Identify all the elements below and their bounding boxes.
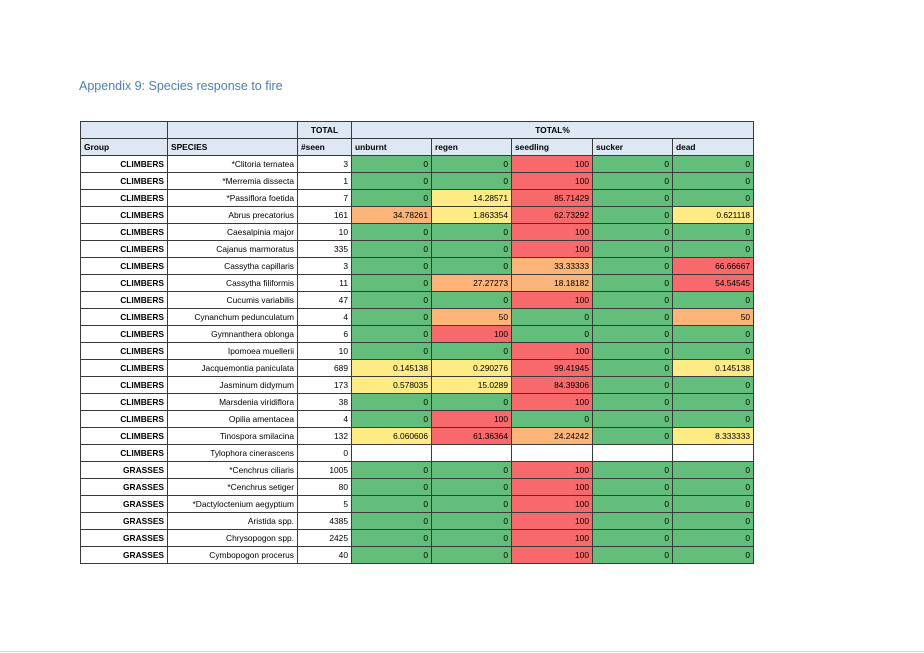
sucker-percent-cell: 0 <box>593 258 673 275</box>
seedling-percent-cell: 33.33333 <box>512 258 593 275</box>
dead-percent-cell: 0 <box>673 547 754 564</box>
group-cell: CLIMBERS <box>81 275 168 292</box>
table-row <box>81 156 754 173</box>
species-cell: Cassytha capillaris <box>168 258 298 275</box>
group-cell: CLIMBERS <box>81 156 168 173</box>
species-fire-table <box>80 121 754 564</box>
unburnt-percent-cell: 0 <box>352 258 432 275</box>
species-cell: Opilia amentacea <box>168 411 298 428</box>
dead-percent-cell: 0 <box>673 530 754 547</box>
seedling-percent-cell: 62.73292 <box>512 207 593 224</box>
seedling-percent-cell: 100 <box>512 156 593 173</box>
dead-percent-cell: 0 <box>673 326 754 343</box>
regen-percent-cell: 0 <box>432 292 512 309</box>
dead-percent-cell: 0 <box>673 411 754 428</box>
seen-count-cell: 3 <box>298 258 352 275</box>
species-cell: *Clitoria ternatea <box>168 156 298 173</box>
dead-percent-cell: 50 <box>673 309 754 326</box>
seen-count-cell: 10 <box>298 343 352 360</box>
seedling-percent-cell: 100 <box>512 530 593 547</box>
column-header-sucker: sucker <box>593 139 673 156</box>
regen-percent-cell: 0 <box>432 343 512 360</box>
column-header-seedling: seedling <box>512 139 593 156</box>
table-body <box>81 156 754 564</box>
page-title: Appendix 9: Species response to fire <box>79 79 283 93</box>
table-row <box>81 190 754 207</box>
seedling-percent-cell: 100 <box>512 224 593 241</box>
seedling-percent-cell: 100 <box>512 173 593 190</box>
dead-percent-cell: 0.621118 <box>673 207 754 224</box>
group-cell: CLIMBERS <box>81 309 168 326</box>
regen-percent-cell: 0 <box>432 258 512 275</box>
seen-count-cell: 5 <box>298 496 352 513</box>
group-cell: GRASSES <box>81 530 168 547</box>
unburnt-percent-cell: 0 <box>352 292 432 309</box>
species-cell: Tinospora smilacina <box>168 428 298 445</box>
seedling-percent-cell: 100 <box>512 513 593 530</box>
seedling-percent-cell: 100 <box>512 547 593 564</box>
table-row <box>81 479 754 496</box>
species-cell: Jacquemontia paniculata <box>168 360 298 377</box>
seedling-percent-cell: 99.41945 <box>512 360 593 377</box>
column-header-unburnt: unburnt <box>352 139 432 156</box>
header-blank-group <box>81 122 168 139</box>
unburnt-percent-cell: 0 <box>352 394 432 411</box>
regen-percent-cell: 0 <box>432 530 512 547</box>
regen-percent-cell: 100 <box>432 411 512 428</box>
header-total-percent: TOTAL% <box>352 122 754 139</box>
table-row <box>81 377 754 394</box>
regen-percent-cell: 27.27273 <box>432 275 512 292</box>
seen-count-cell: 1005 <box>298 462 352 479</box>
dead-percent-cell <box>673 445 754 462</box>
group-cell: CLIMBERS <box>81 173 168 190</box>
seen-count-cell: 132 <box>298 428 352 445</box>
column-header-group: Group <box>81 139 168 156</box>
sucker-percent-cell: 0 <box>593 547 673 564</box>
seen-count-cell: 4 <box>298 309 352 326</box>
species-cell: *Merremia dissecta <box>168 173 298 190</box>
group-cell: CLIMBERS <box>81 207 168 224</box>
table-row <box>81 394 754 411</box>
unburnt-percent-cell: 0.145138 <box>352 360 432 377</box>
sucker-percent-cell: 0 <box>593 241 673 258</box>
table-row <box>81 207 754 224</box>
unburnt-percent-cell: 0 <box>352 411 432 428</box>
regen-percent-cell: 50 <box>432 309 512 326</box>
group-cell: CLIMBERS <box>81 445 168 462</box>
seen-count-cell: 0 <box>298 445 352 462</box>
regen-percent-cell: 0 <box>432 479 512 496</box>
group-cell: CLIMBERS <box>81 428 168 445</box>
species-cell: *Cenchrus ciliaris <box>168 462 298 479</box>
sucker-percent-cell: 0 <box>593 462 673 479</box>
table-row <box>81 258 754 275</box>
group-cell: CLIMBERS <box>81 292 168 309</box>
group-cell: GRASSES <box>81 479 168 496</box>
table-row <box>81 445 754 462</box>
sucker-percent-cell: 0 <box>593 394 673 411</box>
column-header-seen: #seen <box>298 139 352 156</box>
regen-percent-cell: 14.28571 <box>432 190 512 207</box>
table-row <box>81 513 754 530</box>
table-row <box>81 241 754 258</box>
seen-count-cell: 4385 <box>298 513 352 530</box>
regen-percent-cell: 0 <box>432 224 512 241</box>
dead-percent-cell: 0 <box>673 513 754 530</box>
sucker-percent-cell: 0 <box>593 360 673 377</box>
sucker-percent-cell: 0 <box>593 292 673 309</box>
sucker-percent-cell: 0 <box>593 411 673 428</box>
group-cell: CLIMBERS <box>81 258 168 275</box>
seedling-percent-cell: 100 <box>512 462 593 479</box>
species-cell: *Cenchrus setiger <box>168 479 298 496</box>
seen-count-cell: 38 <box>298 394 352 411</box>
group-cell: GRASSES <box>81 513 168 530</box>
unburnt-percent-cell: 0 <box>352 190 432 207</box>
sucker-percent-cell: 0 <box>593 156 673 173</box>
sucker-percent-cell: 0 <box>593 513 673 530</box>
table-row <box>81 173 754 190</box>
sucker-percent-cell: 0 <box>593 496 673 513</box>
seen-count-cell: 335 <box>298 241 352 258</box>
regen-percent-cell: 0 <box>432 513 512 530</box>
species-cell: Tylophora cinerascens <box>168 445 298 462</box>
regen-percent-cell: 0 <box>432 496 512 513</box>
dead-percent-cell: 0 <box>673 377 754 394</box>
seen-count-cell: 173 <box>298 377 352 394</box>
sucker-percent-cell: 0 <box>593 428 673 445</box>
sucker-percent-cell: 0 <box>593 309 673 326</box>
species-cell: Abrus precatorius <box>168 207 298 224</box>
species-cell: *Passiflora foetida <box>168 190 298 207</box>
dead-percent-cell: 66.66667 <box>673 258 754 275</box>
dead-percent-cell: 0 <box>673 292 754 309</box>
seedling-percent-cell: 0 <box>512 309 593 326</box>
species-cell: Cynanchum pedunculatum <box>168 309 298 326</box>
header-blank-species <box>168 122 298 139</box>
unburnt-percent-cell <box>352 445 432 462</box>
table-row <box>81 411 754 428</box>
species-cell: *Dactyloctenium aegyptium <box>168 496 298 513</box>
sucker-percent-cell: 0 <box>593 377 673 394</box>
seen-count-cell: 80 <box>298 479 352 496</box>
table-row <box>81 360 754 377</box>
table-row <box>81 462 754 479</box>
sucker-percent-cell: 0 <box>593 275 673 292</box>
dead-percent-cell: 0 <box>673 241 754 258</box>
regen-percent-cell: 0.290276 <box>432 360 512 377</box>
seen-count-cell: 6 <box>298 326 352 343</box>
dead-percent-cell: 0 <box>673 343 754 360</box>
seedling-percent-cell: 100 <box>512 343 593 360</box>
dead-percent-cell: 0 <box>673 394 754 411</box>
regen-percent-cell: 0 <box>432 156 512 173</box>
seedling-percent-cell: 100 <box>512 496 593 513</box>
unburnt-percent-cell: 0 <box>352 496 432 513</box>
unburnt-percent-cell: 0 <box>352 156 432 173</box>
sucker-percent-cell: 0 <box>593 224 673 241</box>
column-header-species: SPECIES <box>168 139 298 156</box>
group-cell: GRASSES <box>81 462 168 479</box>
species-cell: Aristida spp. <box>168 513 298 530</box>
group-cell: CLIMBERS <box>81 190 168 207</box>
seedling-percent-cell: 24.24242 <box>512 428 593 445</box>
table-row <box>81 309 754 326</box>
table-row <box>81 496 754 513</box>
table-row <box>81 547 754 564</box>
species-cell: Cucumis variabilis <box>168 292 298 309</box>
seen-count-cell: 4 <box>298 411 352 428</box>
seedling-percent-cell: 0 <box>512 411 593 428</box>
regen-percent-cell: 0 <box>432 394 512 411</box>
dead-percent-cell: 0 <box>673 190 754 207</box>
group-cell: CLIMBERS <box>81 360 168 377</box>
species-cell: Caesalpinia major <box>168 224 298 241</box>
species-cell: Cymbopogon procerus <box>168 547 298 564</box>
header-row-columns <box>81 139 754 156</box>
header-total: TOTAL <box>298 122 352 139</box>
table-row <box>81 530 754 547</box>
group-cell: CLIMBERS <box>81 241 168 258</box>
unburnt-percent-cell: 0 <box>352 530 432 547</box>
seedling-percent-cell: 100 <box>512 292 593 309</box>
group-cell: CLIMBERS <box>81 394 168 411</box>
group-cell: CLIMBERS <box>81 377 168 394</box>
regen-percent-cell: 0 <box>432 547 512 564</box>
seen-count-cell: 3 <box>298 156 352 173</box>
dead-percent-cell: 54.54545 <box>673 275 754 292</box>
seedling-percent-cell: 85.71429 <box>512 190 593 207</box>
unburnt-percent-cell: 0 <box>352 326 432 343</box>
unburnt-percent-cell: 0 <box>352 241 432 258</box>
page-bottom-divider <box>0 651 924 652</box>
seedling-percent-cell: 84.39306 <box>512 377 593 394</box>
dead-percent-cell: 0 <box>673 462 754 479</box>
seen-count-cell: 40 <box>298 547 352 564</box>
dead-percent-cell: 0 <box>673 479 754 496</box>
species-fire-table-wrapper <box>80 121 754 564</box>
seen-count-cell: 1 <box>298 173 352 190</box>
dead-percent-cell: 0.145138 <box>673 360 754 377</box>
group-cell: GRASSES <box>81 496 168 513</box>
regen-percent-cell: 15.0289 <box>432 377 512 394</box>
dead-percent-cell: 0 <box>673 173 754 190</box>
group-cell: CLIMBERS <box>81 343 168 360</box>
regen-percent-cell: 0 <box>432 462 512 479</box>
sucker-percent-cell: 0 <box>593 479 673 496</box>
table-row <box>81 343 754 360</box>
regen-percent-cell: 0 <box>432 241 512 258</box>
regen-percent-cell: 61.36364 <box>432 428 512 445</box>
seedling-percent-cell: 100 <box>512 241 593 258</box>
table-row <box>81 428 754 445</box>
species-cell: Cassytha filiformis <box>168 275 298 292</box>
species-cell: Gymnanthera oblonga <box>168 326 298 343</box>
unburnt-percent-cell: 0 <box>352 462 432 479</box>
seen-count-cell: 161 <box>298 207 352 224</box>
seen-count-cell: 7 <box>298 190 352 207</box>
group-cell: GRASSES <box>81 547 168 564</box>
seedling-percent-cell: 0 <box>512 326 593 343</box>
regen-percent-cell <box>432 445 512 462</box>
seen-count-cell: 2425 <box>298 530 352 547</box>
seedling-percent-cell: 18.18182 <box>512 275 593 292</box>
unburnt-percent-cell: 0 <box>352 224 432 241</box>
group-cell: CLIMBERS <box>81 326 168 343</box>
sucker-percent-cell <box>593 445 673 462</box>
sucker-percent-cell: 0 <box>593 343 673 360</box>
unburnt-percent-cell: 0 <box>352 275 432 292</box>
unburnt-percent-cell: 0 <box>352 513 432 530</box>
seen-count-cell: 689 <box>298 360 352 377</box>
seen-count-cell: 10 <box>298 224 352 241</box>
table-row <box>81 326 754 343</box>
group-cell: CLIMBERS <box>81 224 168 241</box>
seen-count-cell: 47 <box>298 292 352 309</box>
sucker-percent-cell: 0 <box>593 207 673 224</box>
regen-percent-cell: 1.863354 <box>432 207 512 224</box>
seedling-percent-cell <box>512 445 593 462</box>
sucker-percent-cell: 0 <box>593 530 673 547</box>
dead-percent-cell: 8.333333 <box>673 428 754 445</box>
column-header-regen: regen <box>432 139 512 156</box>
species-cell: Marsdenia viridiflora <box>168 394 298 411</box>
group-cell: CLIMBERS <box>81 411 168 428</box>
table-row <box>81 275 754 292</box>
header-row-totals <box>81 122 754 139</box>
dead-percent-cell: 0 <box>673 224 754 241</box>
unburnt-percent-cell: 0.578035 <box>352 377 432 394</box>
dead-percent-cell: 0 <box>673 156 754 173</box>
seedling-percent-cell: 100 <box>512 479 593 496</box>
regen-percent-cell: 100 <box>432 326 512 343</box>
unburnt-percent-cell: 6.060606 <box>352 428 432 445</box>
column-header-dead: dead <box>673 139 754 156</box>
species-cell: Cajanus marmoratus <box>168 241 298 258</box>
sucker-percent-cell: 0 <box>593 190 673 207</box>
seen-count-cell: 11 <box>298 275 352 292</box>
dead-percent-cell: 0 <box>673 496 754 513</box>
table-row <box>81 224 754 241</box>
unburnt-percent-cell: 0 <box>352 479 432 496</box>
seedling-percent-cell: 100 <box>512 394 593 411</box>
sucker-percent-cell: 0 <box>593 326 673 343</box>
unburnt-percent-cell: 0 <box>352 173 432 190</box>
unburnt-percent-cell: 34.78261 <box>352 207 432 224</box>
unburnt-percent-cell: 0 <box>352 309 432 326</box>
unburnt-percent-cell: 0 <box>352 343 432 360</box>
unburnt-percent-cell: 0 <box>352 547 432 564</box>
sucker-percent-cell: 0 <box>593 173 673 190</box>
species-cell: Chrysopogon spp. <box>168 530 298 547</box>
table-row <box>81 292 754 309</box>
regen-percent-cell: 0 <box>432 173 512 190</box>
species-cell: Ipomoea muellerii <box>168 343 298 360</box>
species-cell: Jasminum didymum <box>168 377 298 394</box>
